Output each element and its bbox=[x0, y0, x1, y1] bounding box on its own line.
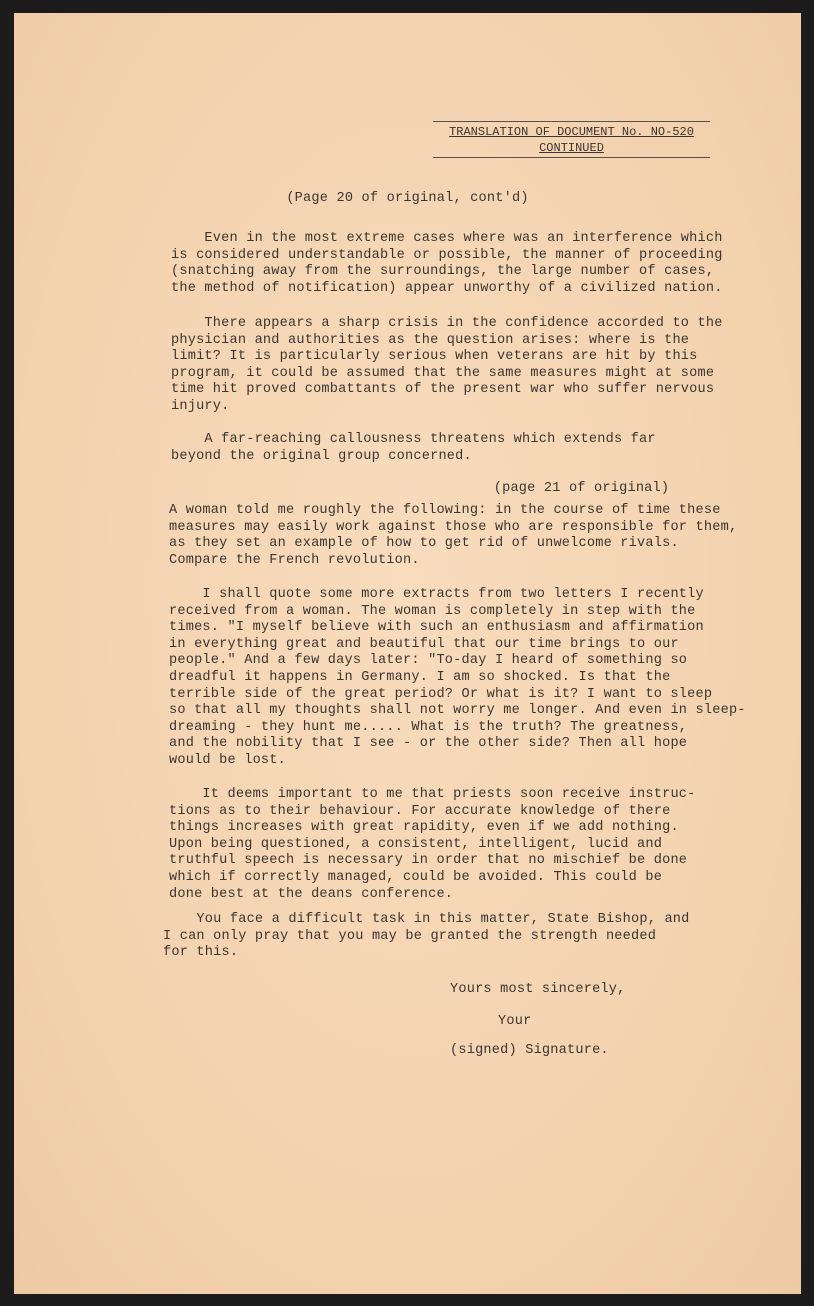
page-reference-20: (Page 20 of original, cont'd) bbox=[286, 191, 529, 206]
paragraph-state-bishop: You face a difficult task in this matter, State Bishop, and I can only pray that you may be granted the strength needed for this. bbox=[163, 912, 690, 961]
header-continued: CONTINUED bbox=[539, 141, 604, 155]
document-page bbox=[14, 13, 801, 1294]
document-body bbox=[14, 13, 801, 1294]
paragraph-priests-instructions: It deems important to me that priests soon receive instruc- tions as to their behaviour. For accurate knowledge of there things increases with great rapidity, even if we add nothing. Upon being questioned, a consistent, intelligent, lucid and truthful speech is necessary in order that no mischief be done which if correctly managed, could be avoided. This could be done best at the deans conference. bbox=[169, 787, 696, 902]
closing-your: Your bbox=[498, 1014, 532, 1029]
paragraph-interference: Even in the most extreme cases where was an interference which is considered understandable or possible, the manner of proceeding (snatching away from the surroundings, the large number of cases, the method of notification) appear unworthy of a civilized nation. bbox=[171, 231, 723, 296]
closing-salutation: Yours most sincerely, bbox=[450, 982, 626, 997]
paragraph-woman-told: A woman told me roughly the following: in the course of time these measures may easily work against those who are responsible for them, as they set an example of how to get rid of unwelcome rivals. Compare the French revolution. bbox=[169, 503, 738, 568]
paragraph-callousness: A far-reaching callousness threatens which extends far beyond the original group concerned. bbox=[171, 432, 656, 464]
paragraph-confidence-crisis: There appears a sharp crisis in the confidence accorded to the physician and authorities as the question arises: where is the limit? It is particularly serious when veterans are hit by this program, it could be assumed that the same measures might at some time hit proved combattants of the present war who suffer nervous injury. bbox=[171, 316, 723, 414]
paragraph-letters-quote: I shall quote some more extracts from two letters I recently received from a woman. The woman is completely in step with the times. "I myself believe with such an enthusiasm and affirmation in everything great and beautiful that our time brings to our people." And a few days later: "To-day I heard of something so dreadful it happens in Germany. I am so shocked. Is that the terrible side of the great period? Or what is it? I want to sleep so that all my thoughts shall not worry me longer. And even in sleep- dreaming - they hunt me..... What is the truth? The greatness, and the nobility that I see - or the other side? Then all hope would be lost. bbox=[169, 587, 746, 768]
header-title: TRANSLATION OF DOCUMENT No. NO-520 bbox=[449, 125, 694, 139]
page-reference-21: (page 21 of original) bbox=[493, 481, 670, 496]
closing-signed: (signed) Signature. bbox=[450, 1043, 609, 1058]
